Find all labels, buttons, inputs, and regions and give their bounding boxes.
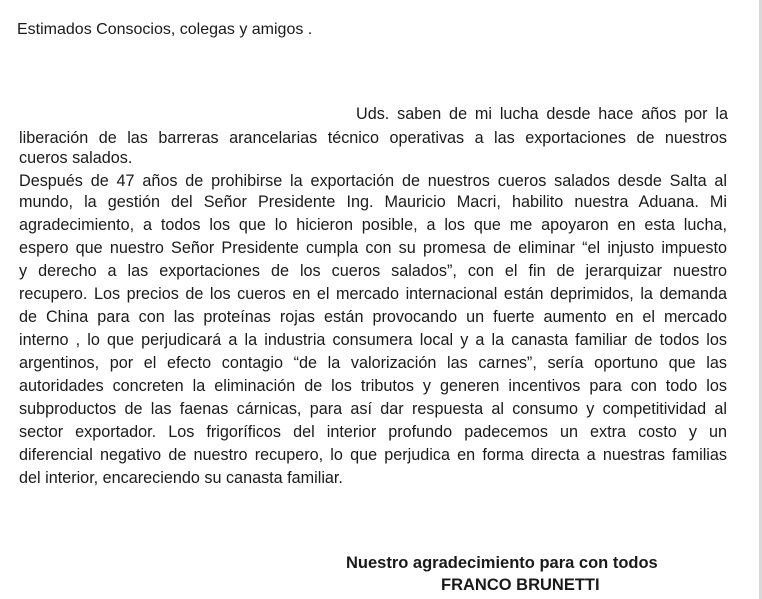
body-line: espero que nuestro Señor Presidente cumpla con su promesa de eliminar “el injusto impuesto (19, 239, 727, 257)
body-line: y derecho a las exportaciones de los cueros salados”, con el fin de jerarquizar nuestro (19, 262, 727, 280)
body-line: liberación de las barreras arancelarias técnico operativas a las exportaciones de nuestros (19, 129, 727, 147)
body-line: mundo, la gestión del Señor Presidente Ing. Mauricio Macri, habilito nuestra Aduana. Mi (19, 193, 727, 211)
body-line: sector exportador. Los frigoríficos del interior profundo padecemos un extra costo y un (19, 423, 727, 441)
body-line: del interior, encareciendo su canasta familiar. (19, 469, 343, 487)
body-line: subproductos de las faenas cárnicas, para así dar respuesta al consumo y competitividad al (19, 400, 727, 418)
body-line: de China para con las proteínas rojas están provocando un fuerte aumento en el mercado (19, 308, 727, 326)
body-line: argentinos, por el efecto contagio “de la valorización las carnes”, sería oportuno que las (19, 354, 727, 372)
closing-line: Nuestro agradecimiento para con todos (346, 554, 658, 572)
body-line: Uds. saben de mi lucha desde hace años por la (356, 105, 728, 123)
body-line: diferencial negativo de nuestro recupero, lo que perjudica en forma directa a nuestras familias (19, 446, 727, 464)
body-line: autoridades concreten la eliminación de los tributos y generen incentivos para con todo los (19, 377, 727, 395)
body-line: recupero. Los precios de los cueros en el mercado internacional están deprimidos, la demanda (19, 285, 727, 303)
letter-greeting: Estimados Consocios, colegas y amigos . (17, 21, 313, 38)
body-line: cueros salados. (19, 149, 133, 167)
body-line: agradecimiento, a todos los que lo hicieron posible, a los que me apoyaron en esta lucha, (19, 216, 727, 234)
signature-name: FRANCO BRUNETTI (441, 576, 600, 594)
body-line: Después de 47 años de prohibirse la exportación de nuestros cueros salados desde Salta al (19, 172, 727, 190)
body-line: interno , lo que perjudicará a la industria consumera local y a la canasta familiar de todos los (19, 331, 727, 349)
